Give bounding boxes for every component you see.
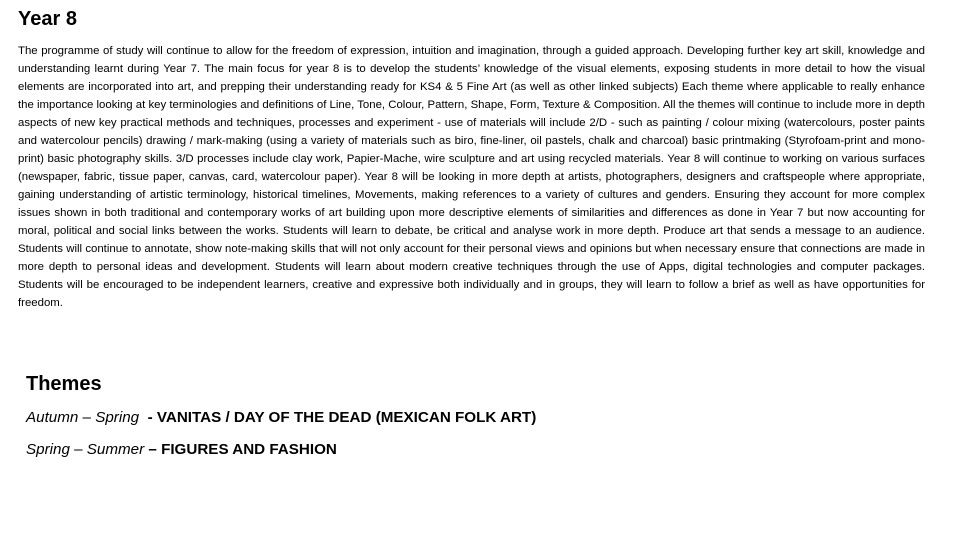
theme-item bbox=[26, 440, 926, 460]
theme-separator: - bbox=[139, 409, 157, 426]
theme-period: Spring – Summer bbox=[26, 441, 145, 458]
theme-name: FIGURES AND FASHION bbox=[161, 441, 337, 458]
programme-description: The programme of study will continue to allow for the freedom of expression, intuition and imagination, through a guided approach. Developing further key art skill, knowledge and understanding learnt during Year 7. The main focus for year 8 is to develop the students’ knowledge of the visual elements, exposing students in more detail to how the visual elements are incorporated into art, and prepping their understanding ready for KS4 & 5 Fine Art (as well as other linked subjects) Each theme where applicable to really enhance the importance looking at key terminologies and definitions of Line, Tone, Colour, Pattern, Shape, Form, Texture & Composition. All the themes will continue to include more in depth aspects of new key practical methods and techniques, processes and experiment - use of materials will include 2/D - such as painting / colour mixing (watercolours, poster paints and watercolour pencils) drawing / mark-making (using a variety of materials such as biro, fine-liner, oil pastels, chalk and charcoal) basic printmaking (Styrofoam-print and mono-print) basic photography skills. 3/D processes include clay work, Papier-Mache, wire sculpture and art using recycled materials. Year 8 will continue to working on various surfaces (newspaper, fabric, tissue paper, canvas, card, watercolour paper). Year 8 will be looking in more depth at artists, photographers, designers and craftspeople where appropriate, gaining understanding of artistic terminology, historical timelines, Movements, making references to a variety of cultures and genders. Ensuring they account for more complex issues shown in both traditional and contemporary works of art building upon more descriptive elements of similarities and differences as done in Year 7 but now accounting for moral, political and social links between the works. Students will learn to debate, be critical and analyse work in more depth. Produce art that sends a message to an audience. Students will continue to annotate, show note-making skills that will not only account for their personal views and opinions but when necessary ensure that connections are made in more depth to personal ideas and development. Students will learn about modern creative techniques through the use of Apps, digital technologies and computer packages. Students will be encouraged to be independent learners, creative and expressive both individually and in groups, they will learn to follow a brief as well as have opportunities for freedom. bbox=[18, 45, 925, 309]
theme-name: VANITAS / DAY OF THE DEAD (MEXICAN FOLK ART) bbox=[156, 409, 537, 426]
themes-section bbox=[26, 370, 926, 460]
themes-heading: Themes bbox=[26, 373, 102, 395]
theme-item bbox=[26, 408, 926, 428]
theme-separator: – bbox=[144, 441, 162, 458]
theme-period: Autumn – Spring bbox=[26, 409, 140, 426]
page-title: Year 8 bbox=[18, 8, 77, 30]
